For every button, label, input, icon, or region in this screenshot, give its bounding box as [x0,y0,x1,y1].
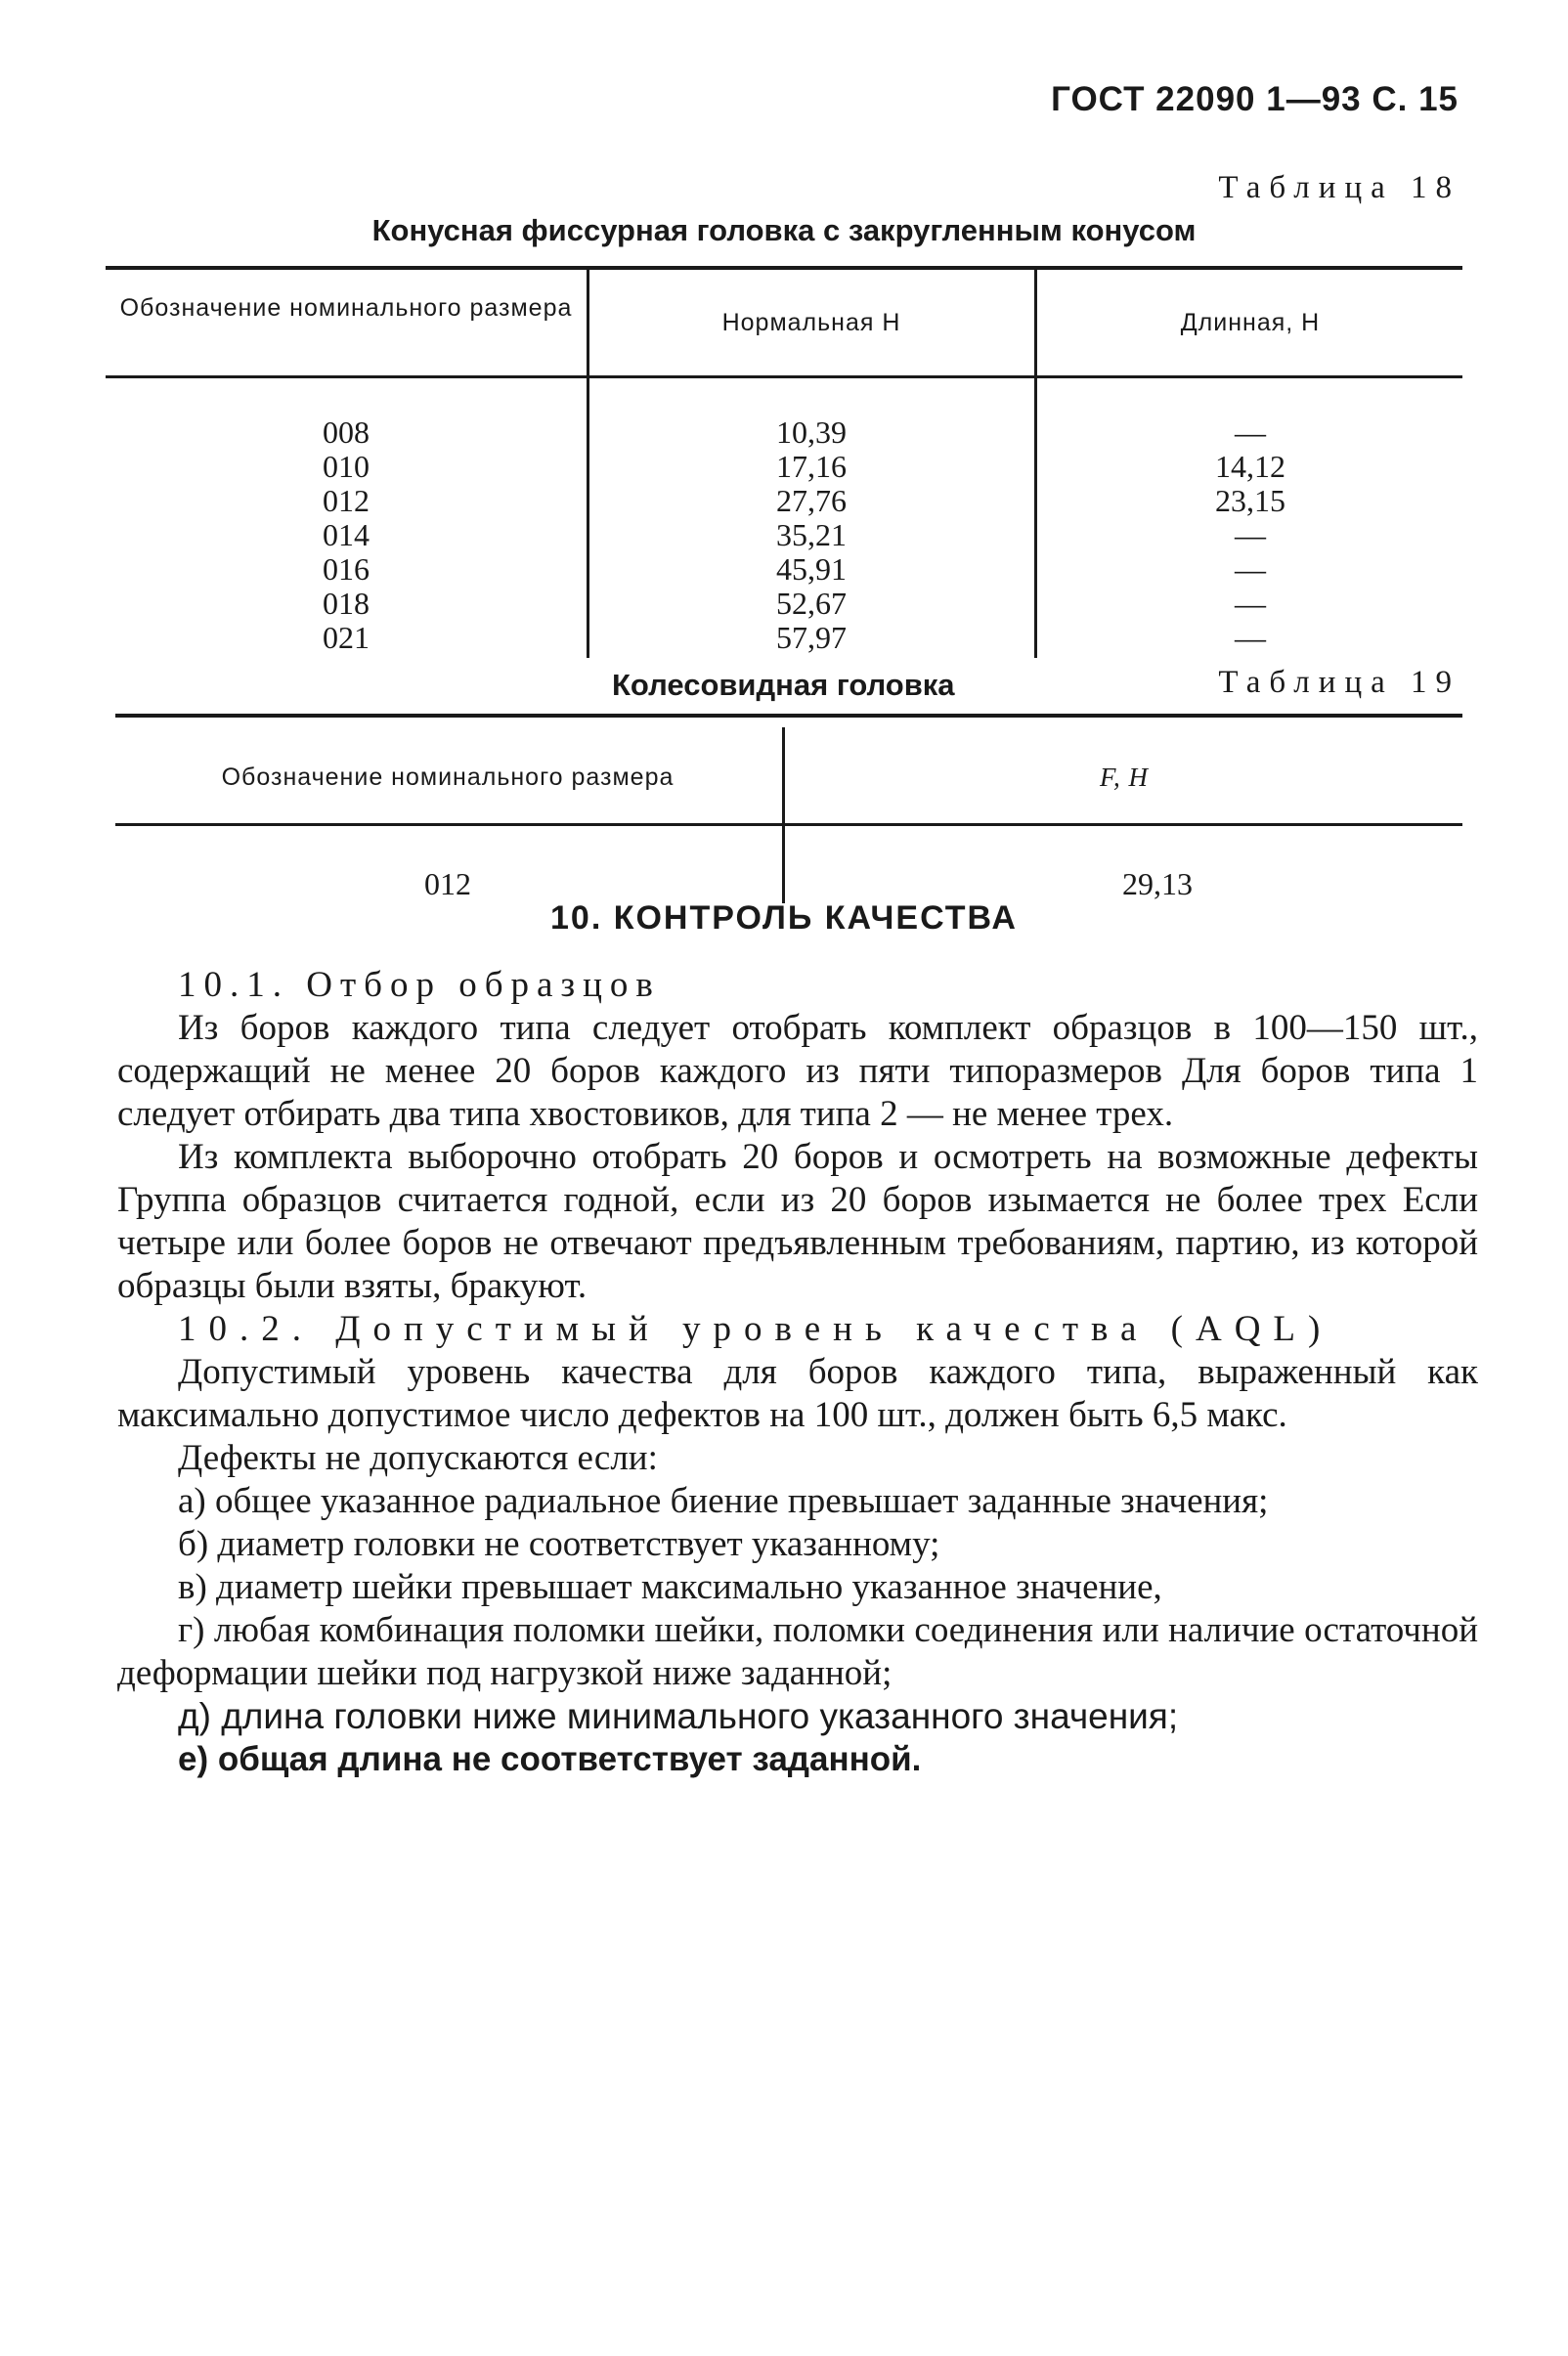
paragraph: Из боров каждого типа следует отобрать комплект образцов в 100—150 шт., содержащий не менее 20 боров каждого из пяти типоразмеров Для боров типа 1 следует отбирать два типа хвостовиков, для типа 2 — не менее трех. [117,1008,1478,1134]
table-cell: 010 [323,449,370,484]
paragraph: Допустимый уровень качества для боров каждого типа, выраженный как максимально допустимое число дефектов на 100 шт., должен быть 6,5 макс. [117,1352,1478,1435]
list-item: г) любая комбинация поломки шейки, поломки соединения или наличие остаточной деформации шейки под нагрузкой ниже заданной; [117,1610,1478,1693]
table-cell: 012 [323,483,370,518]
table-cell: 35,21 [776,517,847,552]
table-cell: — [1235,414,1266,450]
table-19-col-divider [782,727,785,903]
page-header: ГОСТ 22090 1—93 С. 15 [1051,80,1459,118]
table-18-column-designation [108,415,585,655]
section-title: 10. КОНТРОЛЬ КАЧЕСТВА [550,899,1018,937]
table-cell: 45,91 [776,551,847,587]
table-18-title: Конусная фиссурная головка с закругленным конусом [371,213,1197,247]
list-item: е) общая длина не соответствует заданной. [178,1740,922,1778]
list-item: б) диаметр головки не соответствует указанному; [178,1524,940,1564]
table-cell: 52,67 [776,586,847,621]
list-item: в) диаметр шейки превышает максимально указанное значение, [178,1567,1162,1607]
table-19-title: Колесовидная головка [612,668,955,702]
table-cell: 008 [323,414,370,450]
list-item: а) общее указанное радиальное биение превышает заданные значения; [178,1481,1269,1521]
table-cell: — [1235,551,1266,587]
table-cell: 018 [323,586,370,621]
paragraph: Из комплекта выборочно отобрать 20 боров и осмотреть на возможные дефекты Группа образцов считается годной, если из 20 боров изымается не более трех Если четыре или более боров не отвечают предъявленным требованиям, партию, из которой образцы были взяты, бракуют. [117,1137,1478,1306]
table-18-col-divider-1 [587,270,589,658]
table-18-header-rule [106,375,1462,378]
table-cell: 57,97 [776,620,847,655]
table-19-cell-force: 29,13 [1122,866,1193,901]
table-18-column-normal [590,415,1032,655]
table-cell: 10,39 [776,414,847,450]
table-19-label: Таблица 19 [1218,665,1460,700]
subsection-title-aql: 10.2. Допустимый уровень качества (AQL) [178,1309,1333,1349]
table-19-header-designation: Обозначение номинального размера [221,764,675,791]
table-cell: — [1235,586,1266,621]
table-cell: 23,15 [1215,483,1285,518]
table-cell: 17,16 [776,449,847,484]
table-cell: 016 [323,551,370,587]
table-19-header-rule [115,823,1462,826]
table-18-label: Таблица 18 [1218,170,1460,205]
section-body [117,964,1478,1781]
table-cell: 14,12 [1215,449,1285,484]
subsection-title-sampling: 10.1. Отбор образцов [178,965,661,1005]
table-18-column-long [1038,415,1462,655]
list-item: д) длина головки ниже минимального указанного значения; [178,1696,1179,1736]
paragraph: Дефекты не допускаются если: [178,1438,658,1478]
table-cell: — [1235,620,1266,655]
table-cell: 27,76 [776,483,847,518]
table-cell: 014 [323,517,370,552]
table-18-header-designation: Обозначение номинального размера [119,294,573,322]
table-18-header-normal: Нормальная Н [721,309,901,336]
table-18-col-divider-2 [1034,270,1037,658]
table-18-top-rule [106,266,1462,270]
table-19-top-rule [115,714,1462,718]
table-cell: 021 [323,620,370,655]
table-cell: — [1235,517,1266,552]
table-18-header-long: Длинная, Н [1180,309,1321,336]
table-19-cell-designation: 012 [424,866,471,901]
table-19-header-force: F, Н [1099,763,1149,792]
